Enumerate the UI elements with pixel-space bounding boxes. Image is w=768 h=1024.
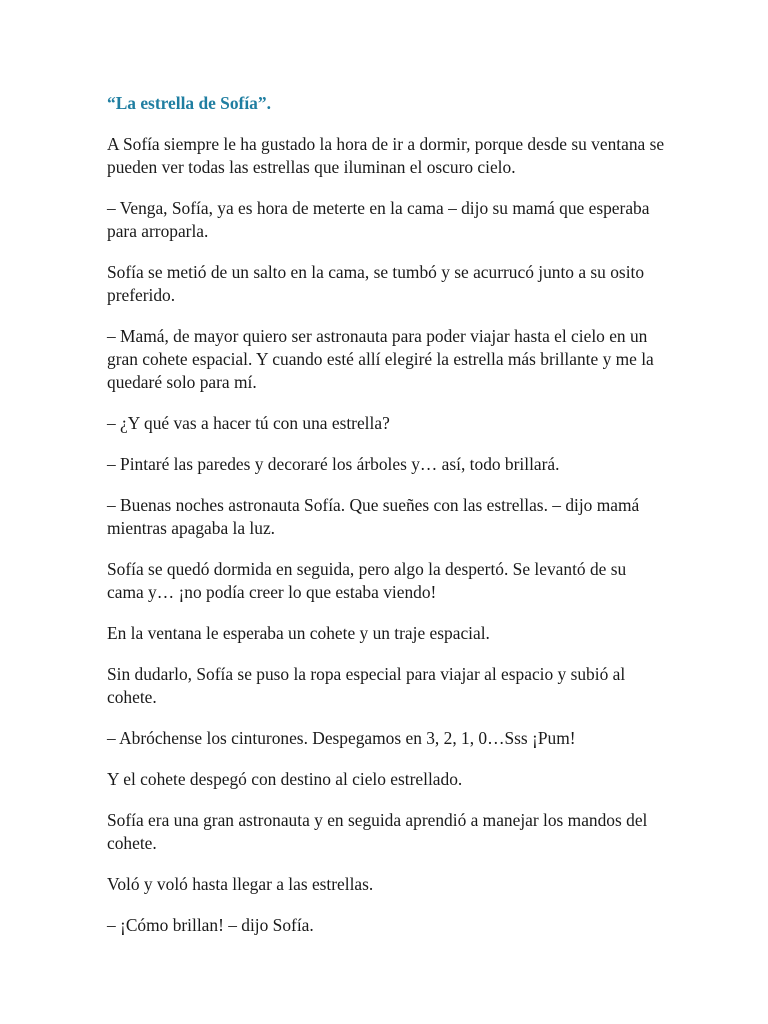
paragraph: Sofía se quedó dormida en seguida, pero algo la despertó. Se levantó de su cama y… ¡no podía creer lo que estaba viendo! (107, 559, 627, 602)
paragraph: Sofía se metió de un salto en la cama, se tumbó y se acurrucó junto a su osito preferido. (107, 262, 645, 305)
paragraph: – Buenas noches astronauta Sofía. Que sueñes con las estrellas. – dijo mamá mientras apagaba la luz. (107, 495, 640, 538)
paragraph: En la ventana le esperaba un cohete y un traje espacial. (107, 623, 490, 643)
paragraph: – Pintaré las paredes y decoraré los árboles y… así, todo brillará. (107, 454, 560, 474)
paragraph: Y el cohete despegó con destino al cielo estrellado. (107, 769, 463, 789)
paragraph: Voló y voló hasta llegar a las estrellas. (107, 874, 374, 894)
paragraph: – Mamá, de mayor quiero ser astronauta para poder viajar hasta el cielo en un gran cohete espacial. Y cuando esté allí elegiré la estrella más brillante y me la quedaré solo para mí. (107, 326, 654, 392)
document-body (107, 92, 667, 955)
paragraph: Sin dudarlo, Sofía se puso la ropa especial para viajar al espacio y subió al cohete. (107, 664, 626, 707)
story-title: “La estrella de Sofía”. (107, 93, 271, 113)
paragraph: Sofía era una gran astronauta y en seguida aprendió a manejar los mandos del cohete. (107, 810, 648, 853)
paragraph: – ¿Y qué vas a hacer tú con una estrella? (107, 413, 390, 433)
paragraph: A Sofía siempre le ha gustado la hora de ir a dormir, porque desde su ventana se pueden ver todas las estrellas que iluminan el oscuro cielo. (107, 134, 665, 177)
paragraph: – ¡Cómo brillan! – dijo Sofía. (107, 915, 314, 935)
paragraph: – Abróchense los cinturones. Despegamos en 3, 2, 1, 0…Sss ¡Pum! (107, 728, 576, 748)
paragraph: – Venga, Sofía, ya es hora de meterte en la cama – dijo su mamá que esperaba para arroparla. (107, 198, 650, 241)
